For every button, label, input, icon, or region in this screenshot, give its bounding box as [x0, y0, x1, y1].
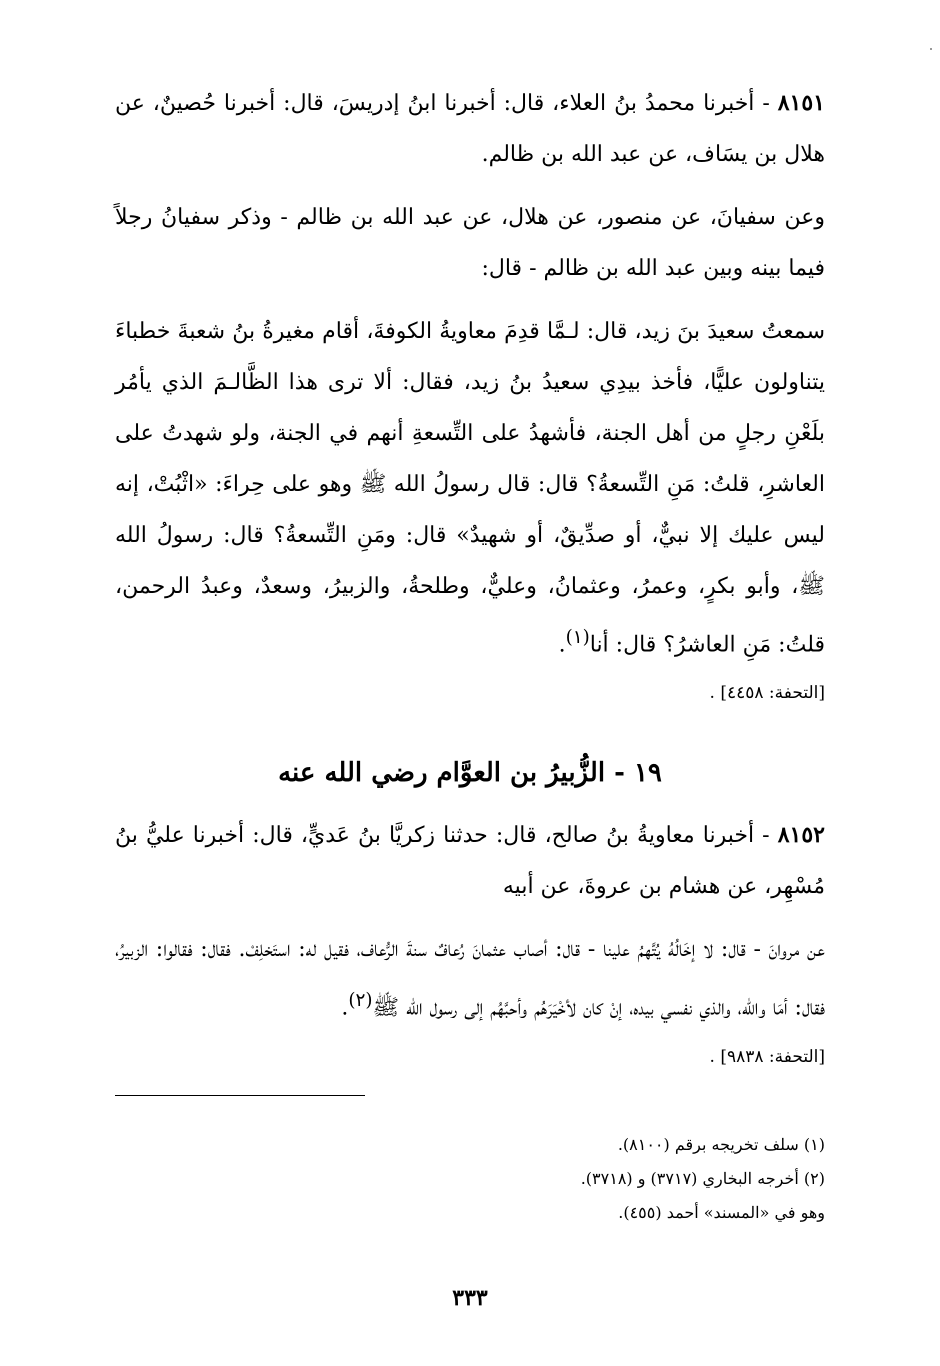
hadith-8151-isnad	[115, 78, 825, 180]
end-mark: .	[341, 995, 349, 1021]
hadith-text: عن مروانَ - قال: لا إخَالُهُ يُتَّهمُ علينا - قال: أصاب عثمانَ رُعافٌ سنةَ الرُّعاف، فقيل له: استَخلِفْ. فقال: فقالوا: الزبيرُ، فقال: أمَا والله، والذي نفسي بيده، إنْ كان لأخْيَرَهُم وأحبَّهُم إلى رسول الله ﷺ	[115, 937, 825, 1021]
footnote-1: (١) سلف تخريجه برقم (٨١٠٠).	[617, 1135, 825, 1154]
tuhfa-reference: [التحفة: ٤٤٥٨] .	[709, 683, 825, 704]
hadith-8152-matn	[115, 924, 825, 1033]
hadith-number: ٨١٥٢	[777, 822, 825, 849]
hadith-8151-second-isnad: وعن سفيانَ، عن منصور، عن هلال، عن عبد الله بن ظالم - وذكر سفيانُ رجلاً فيما بينه وبين عبد الله بن ظالم - قال:	[115, 205, 825, 281]
page-number: ٣٣٣	[452, 1285, 488, 1311]
hadith-text: سمعتُ سعيدَ بنَ زيد، قال: لـمَّا قدِمَ معاويةُ الكوفةَ، أقام مغيرةُ بنُ شعبةَ خطباءَ يتناولون عليًّا، فأخذ بيدِي سعيدُ بنُ زيد، فقال: ألا ترى هذا الظَّالـمَ الذي يأمُر بلَعْنِ رجلٍ من أهل الجنة، فأشهدُ على التِّسعةِ أنهم في الجنة، ولو شهدتُ على العاشرِ، قلتُ: مَنِ التِّسعةُ؟ قال: قال رسولُ الله ﷺ وهو على حِراءَ: «اثْبُتْ، إنه ليس عليك إلا نبيٌّ، أو صدِّيقٌ، أو شهيدٌ» قال: ومَنِ التِّسعةُ؟ قال: رسولُ الله ﷺ، وأبو بكرٍ، وعمرُ، وعثمانُ، وعليٌّ، وطلحةُ، والزبيرُ، وسعدٌ، وعبدُ الرحمن، قلتُ: مَنِ العاشرُ؟ قال: أنا	[115, 319, 825, 658]
hadith-text: - أخبرنا محمدُ بنُ العلاء، قال: أخبرنا ابنُ إدريسَ، قال: أخبرنا حُصينٌ، عن هلال بن يسَاف، عن عبد الله بن ظالم.	[115, 91, 825, 167]
chapter-heading: ١٩ - الزُّبيرُ بن العوَّام رضي الله عنه	[278, 758, 662, 789]
hadith-8151-matn	[115, 306, 825, 670]
hadith-number: ٨١٥١	[777, 90, 825, 116]
hadith-text: - أخبرنا معاويةُ بنُ صالح، قال: حدثنا زكريَّا بنُ عَديٍّ، قال: أخبرنا عليُّ بنُ مُسْهِر، عن هشام بن عروةَ، عن أبيه	[115, 823, 825, 900]
footnote-marker: (٢)	[348, 990, 373, 1012]
footnotes	[325, 1128, 825, 1230]
scan-edge-mark	[930, 48, 932, 50]
end-mark: .	[558, 632, 566, 658]
footnote-2: (٢) أخرجه البخاري (٣٧١٧) و (٣٧١٨).	[580, 1169, 825, 1188]
footnote-marker: (١)	[565, 627, 590, 648]
hadith-8152-isnad	[115, 810, 825, 912]
footnote-2-continued: وهو في «المسند» أحمد (٤٥٥).	[618, 1203, 825, 1222]
tuhfa-reference: [التحفة: ٩٨٣٨] .	[709, 1046, 825, 1067]
page-body	[115, 78, 825, 1072]
footnote-separator	[115, 1095, 365, 1096]
